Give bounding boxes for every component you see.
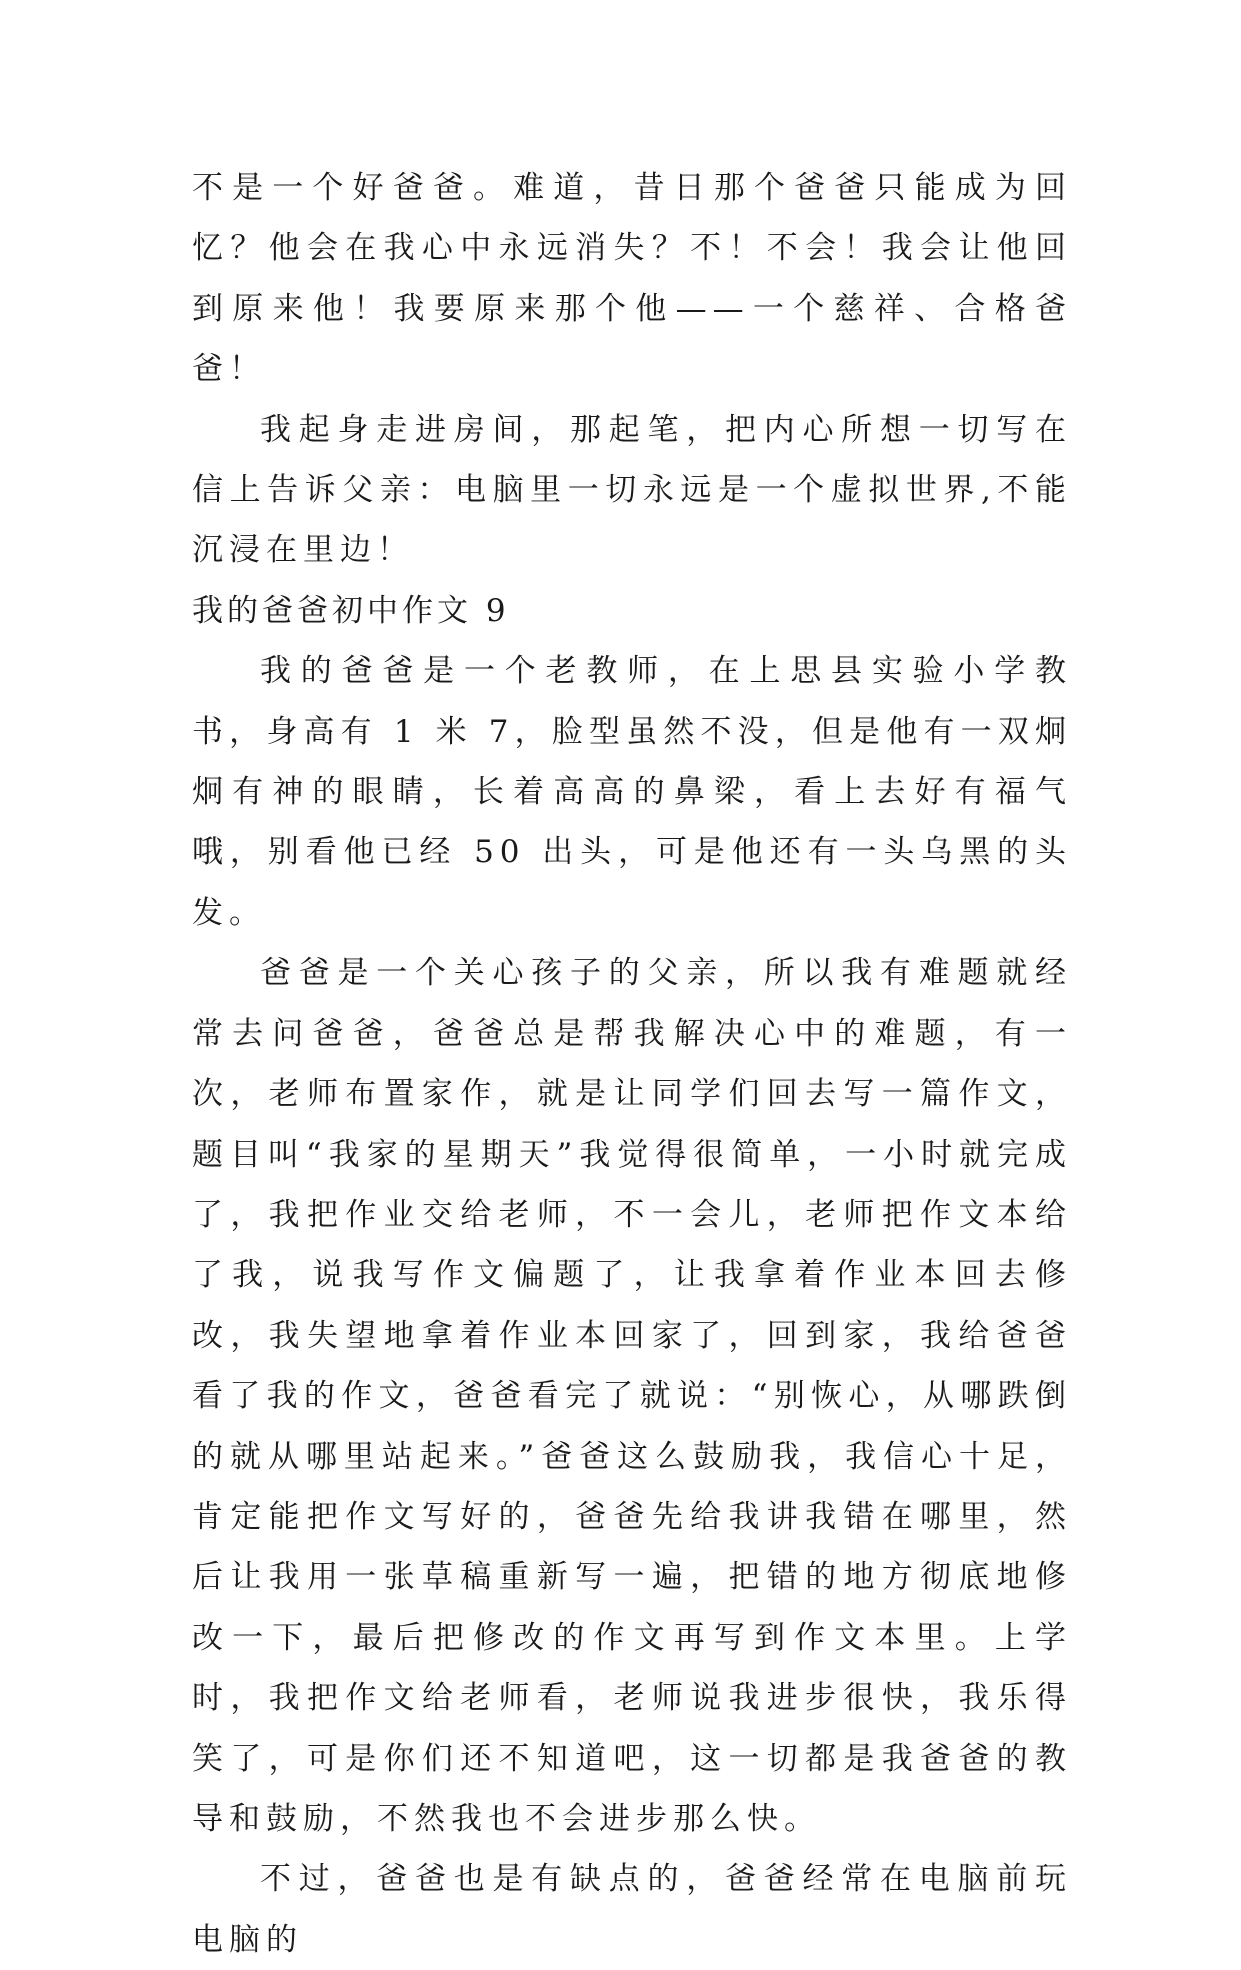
paragraph: 我起身走进房间，那起笔，把内心所想一切写在信上告诉父亲：电脑里一切永远是一个虚拟世界,不能沉浸在里边！: [192, 411, 1072, 569]
paragraph: 不是一个好爸爸。难道，昔日那个爸爸只能成为回忆？他会在我心中永远消失？不！不会！我会让他回到原来他！我要原来那个他——一个慈祥、合格爸爸！: [192, 170, 1072, 388]
paragraph: 我的爸爸是一个老教师，在上思县实验小学教书，身高有 1 米 7，脸型虽然不没，但是他有一双炯炯有神的眼睛，长着高高的鼻梁，看上去好有福气哦，别看他已经 50 出头，可是他还有一头乌黑的头发。: [192, 653, 1072, 931]
section-title: 我的爸爸初中作文 9: [192, 592, 510, 629]
paragraph: 爸爸是一个关心孩子的父亲，所以我有难题就经常去问爸爸，爸爸总是帮我解决心中的难题，有一次，老师布置家作，就是让同学们回去写一篇作文，题目叫“我家的星期天”我觉得很简单，一小时就完成了，我把作业交给老师，不一会儿，老师把作文本给了我，说我写作文偏题了，让我拿着作业本回去修改，我失望地拿着作业本回家了，回到家，我给爸爸看了我的作文，爸爸看完了就说：“别恢心，从哪跌倒的就从哪里站起来。”爸爸这么鼓励我，我信心十足，肯定能把作文写好的，爸爸先给我讲我错在哪里，然后让我用一张草稿重新写一遍，把错的地方彻底地修改一下，最后把修改的作文再写到作文本里。上学时，我把作文给老师看，老师说我进步很快，我乐得笑了，可是你们还不知道吧，这一切都是我爸爸的教导和鼓励，不然我也不会进步那么快。: [192, 955, 1072, 1837]
document-body: [192, 158, 1072, 1970]
paragraph: 不过，爸爸也是有缺点的，爸爸经常在电脑前玩电脑的: [192, 1861, 1072, 1958]
